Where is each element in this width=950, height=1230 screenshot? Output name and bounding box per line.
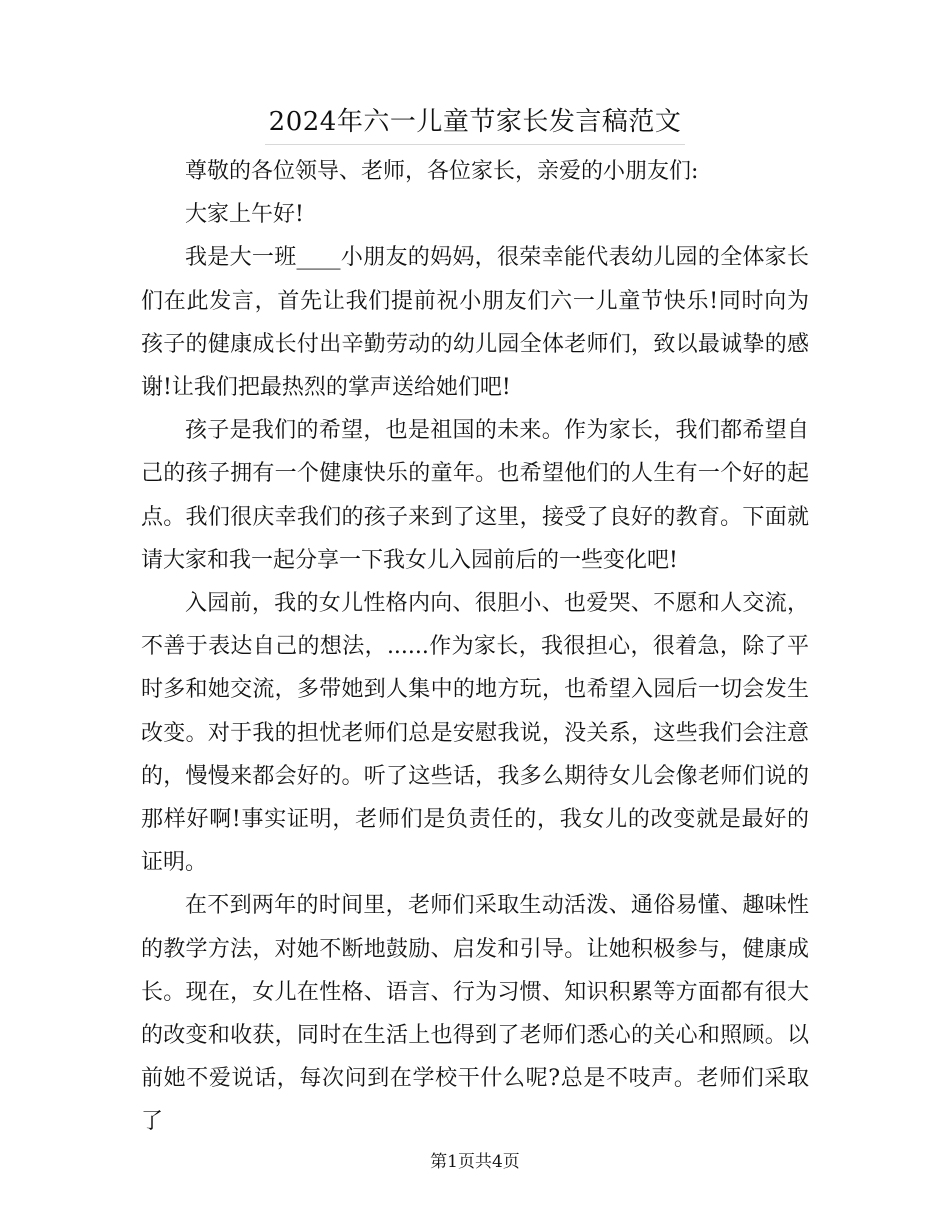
paragraph-two-years: 在不到两年的时间里，老师们采取生动活泼、通俗易懂、趣味性的教学方法，对她不断地鼓励、启发和引导。让她积极参与，健康成长。现在，女儿在性格、语言、行为习惯、知识积累等方面都有很大的改变和收获，同时在生活上也得到了老师们悉心的关心和照顾。以前她不爱说话，每次问到在学校干什么呢?总是不吱声。老师们采取了 [141, 893, 809, 1135]
paragraph-salutation: 尊敬的各位领导、老师，各位家长，亲爱的小朋友们: [185, 159, 699, 184]
page-footer: 第1页共4页 [430, 1152, 520, 1172]
title-container [0, 100, 950, 145]
paragraph-before-kindergarten: 入园前，我的女儿性格内向、很胆小、也爱哭、不愿和人交流，不善于表达自己的想法，......作为家长，我很担心，很着急，除了平时多和她交流，多带她到人集中的地方玩，也希望入园后一切会发生改变。对于我的担忧老师们总是安慰我说，没关系，这些我们会注意的，慢慢来都会好的。听了这些话，我多么期待女儿会像老师们说的那样好啊!事实证明，老师们是负责任的，我女儿的改变就是最好的证明。 [141, 591, 809, 876]
paragraph-hope: 孩子是我们的希望，也是祖国的未来。作为家长，我们都希望自己的孩子拥有一个健康快乐的童年。也希望他们的人生有一个好的起点。我们很庆幸我们的孩子来到了这里，接受了良好的教育。下面就请大家和我一起分享一下我女儿入园前后的一些变化吧! [141, 418, 809, 573]
document-body [141, 150, 809, 1144]
paragraph-greeting: 大家上午好! [185, 202, 304, 228]
document-title: 2024年六一儿童节家长发言稿范文 [265, 100, 686, 145]
paragraph-introduction: 我是大一班____小朋友的妈妈，很荣幸能代表幼儿园的全体家长们在此发言，首先让我们提前祝小朋友们六一儿童节快乐!同时向为孩子的健康成长付出辛勤劳动的幼儿园全体老师们，致以最诚挚的感谢!让我们把最热烈的掌声送给她们吧! [141, 245, 809, 401]
